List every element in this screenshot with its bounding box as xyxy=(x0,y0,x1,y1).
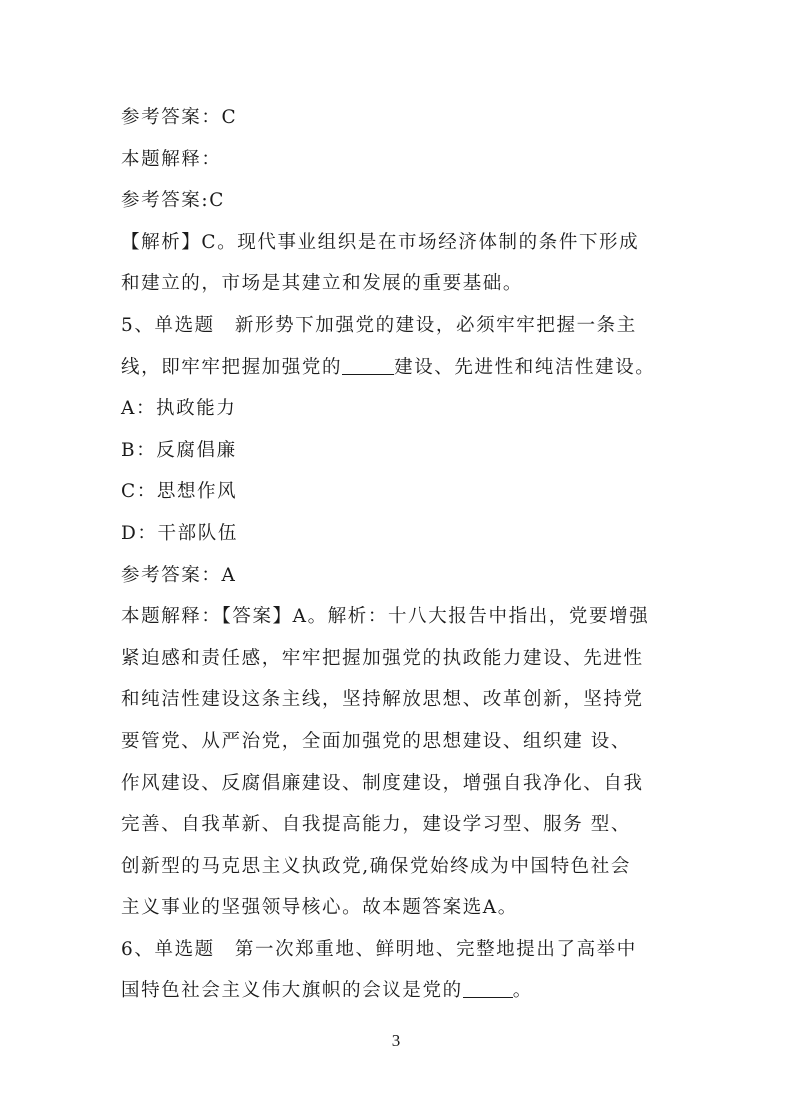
explanation-text: 主义事业的坚强领导核心。故本题答案选A。 xyxy=(121,897,518,919)
option-b: B：反腐倡廉 xyxy=(121,439,237,461)
question-text-part: 国特色社会主义伟大旗帜的会议是党的 xyxy=(121,980,463,1002)
explanation-text: 作风建设、反腐倡廉建设、制度建设，增强自我净化、自我 xyxy=(121,772,644,794)
explanation-text: 完善、自我革新、自我提高能力，建设学习型、服务 型、 xyxy=(121,814,631,836)
fill-in-blank xyxy=(463,979,513,999)
option-c: C：思想作风 xyxy=(121,481,238,503)
explanation-text: 和纯洁性建设这条主线，坚持解放思想、改革创新，坚持党 xyxy=(121,689,644,711)
fill-in-blank xyxy=(342,355,394,375)
answer-line: 参考答案:C xyxy=(121,190,225,212)
question-text-part: 建设、先进性和纯洁性建设。 xyxy=(394,356,656,378)
explanation-text: 紧迫感和责任感，牢牢把握加强党的执政能力建设、先进性 xyxy=(121,647,644,669)
question-text-part: 。 xyxy=(512,980,533,1002)
explanation-label: 本题解释： xyxy=(121,148,222,170)
explanation-text: 要管党、从严治党，全面加强党的思想建设、组织建 设、 xyxy=(121,730,631,752)
page-number: 3 xyxy=(391,1031,401,1050)
question-5-text xyxy=(121,347,673,389)
option-a: A：执政能力 xyxy=(121,398,237,420)
question-6-text xyxy=(121,970,673,1012)
explanation-text: 创新型的马克思主义执政党,确保党始终成为中国特色社会 xyxy=(121,855,631,877)
analysis-text: 【解析】C。现代事业组织是在市场经济体制的条件下形成 xyxy=(121,231,640,253)
option-d: D：干部队伍 xyxy=(121,522,238,544)
explanation-text: 本题解释：【答案】A。解析：十八大报告中指出，党要增强 xyxy=(121,606,650,628)
answer-line: 参考答案：C xyxy=(121,107,238,128)
page-content xyxy=(121,97,673,1012)
question-6-text: 6、单选题 第一次郑重地、鲜明地、完整地提出了高举中 xyxy=(121,938,637,960)
question-5-text: 5、单选题 新形势下加强党的建设，必须牢牢把握一条主 xyxy=(121,314,637,336)
question-text-part: 线，即牢牢把握加强党的 xyxy=(121,356,343,378)
analysis-text: 和建立的，市场是其建立和发展的重要基础。 xyxy=(121,273,524,295)
answer-line: 参考答案：A xyxy=(121,564,237,586)
